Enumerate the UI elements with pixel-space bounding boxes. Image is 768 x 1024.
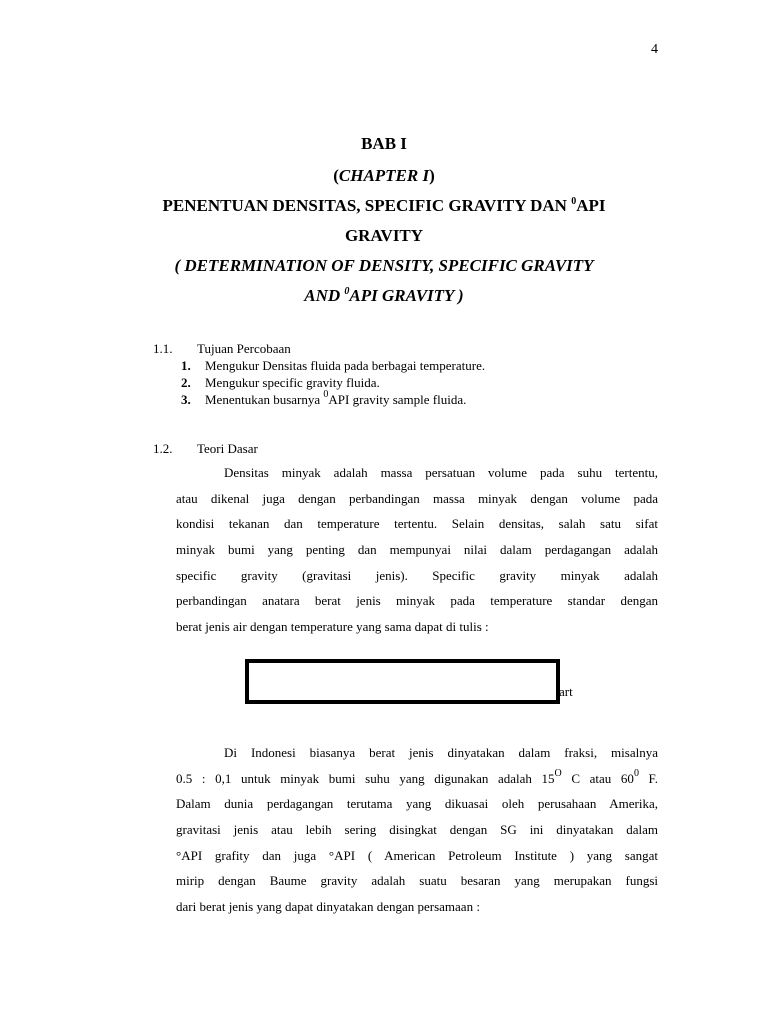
- chapter-title-line1: [0, 196, 768, 216]
- section-number-1-1: 1.1.: [153, 341, 173, 356]
- list-item-number: 1.: [181, 358, 191, 373]
- paragraph-line: kondisi tekanan dan temperature tertentu. Selain densitas, salah satu sifat: [176, 516, 658, 532]
- paragraph-line: dari berat jenis yang dapat dinyatakan dengan persamaan :: [176, 899, 480, 915]
- en-line2-api: API GRAVITY: [349, 286, 454, 305]
- chapter-subtitle: [0, 166, 768, 186]
- chapter-open-paren: (: [333, 166, 339, 185]
- page-number: 4: [651, 42, 658, 57]
- title-degree-sup: 0: [571, 196, 577, 207]
- list-degree-sup: 0: [323, 389, 329, 400]
- bab-title: BAB I: [361, 134, 407, 153]
- list-item-text-b: API gravity sample fluida.: [328, 392, 467, 407]
- en-close-paren: ): [453, 286, 464, 305]
- paragraph-line: atau dikenal juga dengan perbandingan massa minyak dengan volume pada: [176, 490, 658, 506]
- english-title-line1: ( DETERMINATION OF DENSITY, SPECIFIC GRAVITY: [174, 256, 594, 275]
- list-item-text: [205, 391, 466, 408]
- chapter-title-line2: GRAVITY: [344, 226, 424, 245]
- list-item-text: Mengukur Densitas fluida pada berbagai temperature.: [205, 358, 486, 373]
- en-line2-and: AND: [304, 286, 345, 305]
- paragraph-line: gravitasi jenis atau lebih sering disingkat dengan SG ini dinyatakan dalam: [176, 822, 658, 838]
- title-line1-api: API: [576, 196, 606, 215]
- section-number-1-2: 1.2.: [153, 441, 173, 456]
- en-degree-sup: 0: [344, 286, 350, 297]
- temp-text-b: C atau 60: [561, 770, 634, 786]
- theory-paragraph-2: [176, 740, 658, 920]
- paragraph-line: °API grafity dan juga °API ( American Petroleum Institute ) yang sangat: [176, 847, 658, 863]
- paragraph-line: Di Indonesi biasanya berat jenis dinyatakan dalam fraksi, misalnya: [224, 745, 658, 760]
- section-title-tujuan: Tujuan Percobaan: [197, 341, 291, 356]
- degree-sup: O: [554, 767, 562, 779]
- list-item-number: 3.: [181, 392, 191, 407]
- paragraph-line: mirip dengan Baume gravity adalah suatu besaran yang merupakan fungsi: [176, 873, 658, 889]
- title-line1-text: PENENTUAN DENSITAS, SPECIFIC GRAVITY DAN: [162, 196, 572, 215]
- degree-sup: 0: [633, 767, 639, 779]
- paragraph-line: berat jenis air dengan temperature yang sama dapat di tulis :: [176, 619, 489, 635]
- list-item-number: 2.: [181, 375, 191, 390]
- list-item-text-a: Menentukan busarnya: [205, 392, 324, 407]
- paragraph-line: minyak bumi yang penting dan mempunyai nilai dalam perdagangan adalah: [176, 542, 658, 558]
- paragraph-line: perbandingan anatara berat jenis minyak pada temperature standar dengan: [176, 593, 658, 609]
- section-title-teori: Teori Dasar: [197, 441, 258, 456]
- formula-box: [245, 659, 560, 704]
- paragraph-line: [176, 766, 658, 792]
- chapter-close-paren: ): [429, 166, 435, 185]
- paragraph-line: Densitas minyak adalah massa persatuan volume pada suhu tertentu,: [224, 465, 658, 480]
- paragraph-line: specific gravity (gravitasi jenis). Specific gravity minyak adalah: [176, 567, 658, 583]
- paragraph-line: Dalam dunia perdagangan terutama yang dikuasai oleh perusahaan Amerika,: [176, 796, 658, 812]
- list-item-text: Mengukur specific gravity fluida.: [205, 375, 380, 390]
- chapter-label: CHAPTER I: [338, 166, 430, 185]
- formula-tail-text: art: [559, 684, 573, 699]
- english-title-line2: [0, 286, 768, 306]
- temp-text-a: 0.5 : 0,1 untuk minyak bumi suhu yang digunakan adalah 15: [176, 770, 555, 786]
- temp-text-c: F.: [638, 770, 658, 786]
- theory-paragraph-1: [176, 460, 658, 640]
